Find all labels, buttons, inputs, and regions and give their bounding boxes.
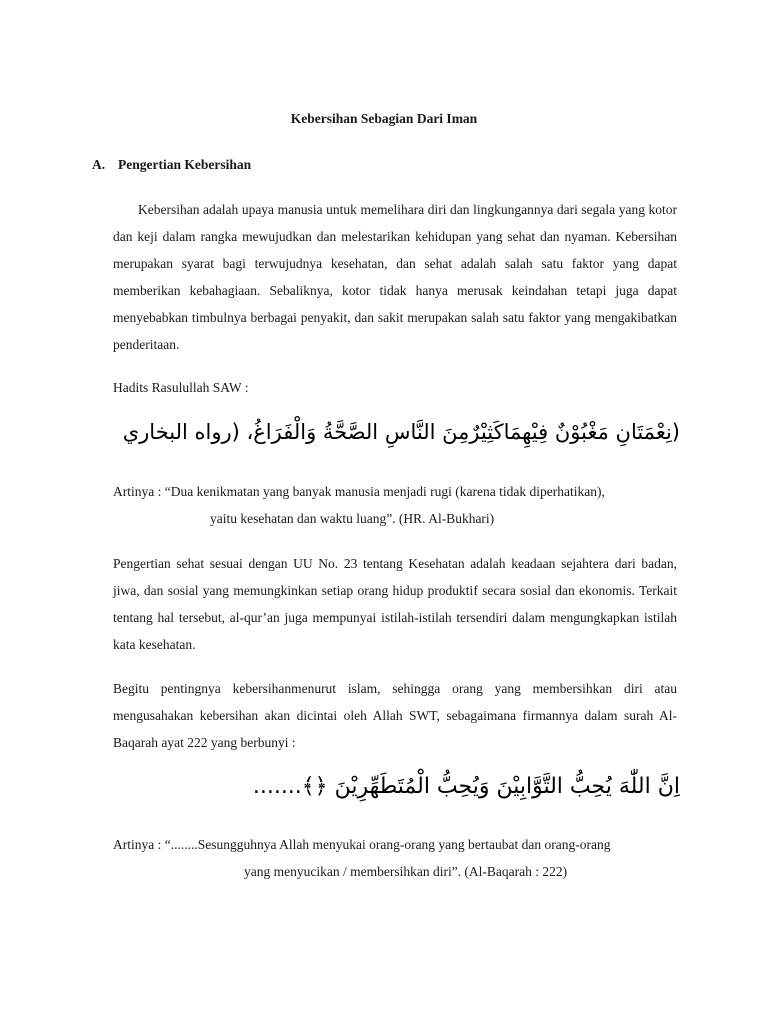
hadits-translation-line-1: Artinya : “Dua kenikmatan yang banyak manusia menjadi rugi (karena tidak diperhatikan), <box>113 484 605 499</box>
document-title: Kebersihan Sebagian Dari Iman <box>290 111 478 126</box>
section-heading-text: Pengertian Kebersihan <box>118 157 252 172</box>
hadits-label: Hadits Rasulullah SAW : <box>113 380 249 395</box>
hadits-arabic-text: (نِعْمَتَانِ مَغْبُوْنٌ فِيْهِمَاكَثِيْرٌمِنَ النَّاسِ الصَّحَّةُ وَالْفَرَاغُ، (رواه البخاري <box>122 420 680 444</box>
ayat-translation-line-1: Artinya : “........Sesungguhnya Allah menyukai orang-orang yang bertaubat dan orang-orang <box>113 837 611 852</box>
ayat-translation-line-2: yang menyucikan / membersihkan diri”. (Al-Baqarah : 222) <box>244 864 568 879</box>
paragraph-pengertian-sehat: Pengertian sehat sesuai dengan UU No. 23 tentang Kesehatan adalah keadaan sejahtera dari badan, jiwa, dan sosial yang memungkinkan setiap orang hidup produktif secara sosial dan ekonomis. Terkait tentang hal tersebut, al-qur’an juga mempunyai istilah-istilah tersendiri dalam mengungkapkan istilah kata kesehatan. <box>113 556 677 652</box>
paragraph-kebersihan: Kebersihan adalah upaya manusia untuk memelihara diri dan lingkungannya dari segala yang kotor dan keji dalam rangka mewujudkan dan melestarikan kehidupan yang sehat dan nyaman. Kebersihan merupakan syarat bagi terwujudnya kesehatan, dan sehat adalah salah satu faktor yang dapat memberikan kebahagiaan. Sebaliknya, kotor tidak hanya merusak keindahan tetapi juga dapat menyebabkan timbulnya berbagai penyakit, dan sakit merupakan salah satu faktor yang mengakibatkan penderitaan. <box>113 202 677 352</box>
paragraph-pentingnya-kebersihan: Begitu pentingnya kebersihanmenurut islam, sehingga orang yang membersihkan diri atau mengusahakan kebersihan akan dicintai oleh Allah SWT, sebagaimana firmannya dalam surah Al-Baqarah ayat 222 yang berbunyi : <box>113 681 677 750</box>
section-letter: A. <box>92 157 106 172</box>
ayat-arabic-text: اِنَّ اللّٰهَ يُحِبُّ التَّوَّابِيْنَ وَيُحِبُّ الْمُتَطَهِّرِيْنَ ﴿﴾....... <box>252 774 680 799</box>
section-heading <box>92 157 251 173</box>
hadits-translation-line-2: yaitu kesehatan dan waktu luang”. (HR. Al-Bukhari) <box>210 511 495 526</box>
